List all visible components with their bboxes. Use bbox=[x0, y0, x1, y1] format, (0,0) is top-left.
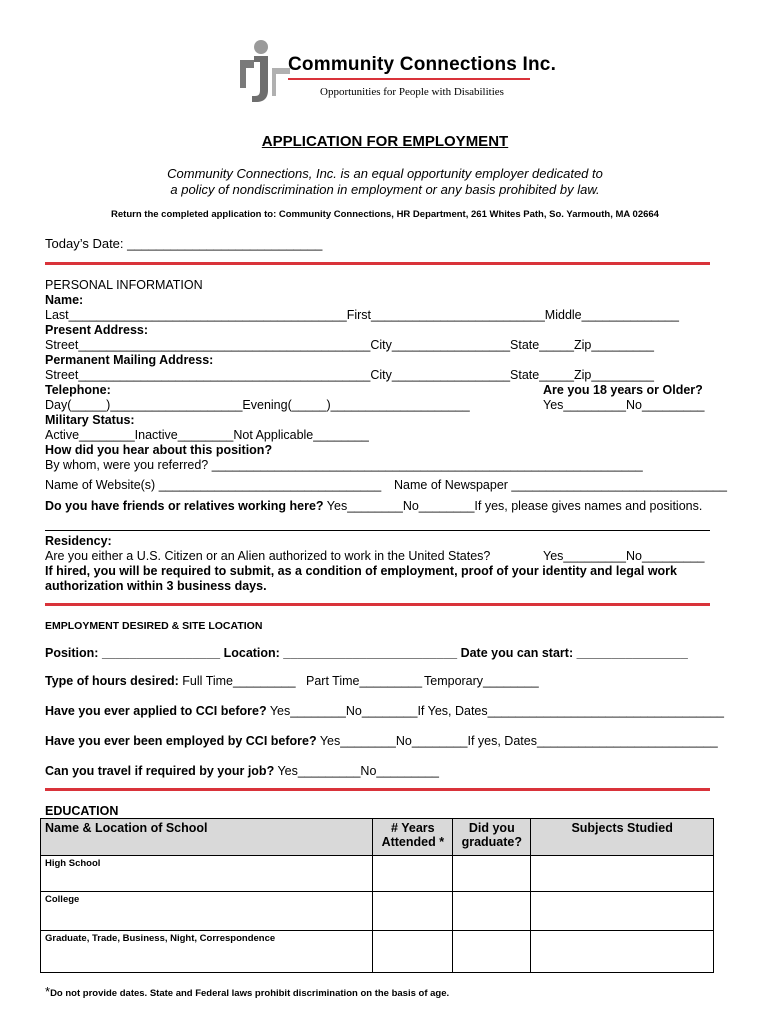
table-row bbox=[41, 892, 714, 931]
logo-divider bbox=[288, 78, 530, 80]
applied-row bbox=[45, 704, 724, 718]
col-graduate-line-2: graduate? bbox=[461, 835, 523, 849]
col-years-line-1: # Years bbox=[391, 821, 435, 835]
education-table bbox=[40, 818, 714, 973]
logo-mark-icon bbox=[232, 38, 292, 104]
telephone-label: Telephone: bbox=[45, 383, 111, 397]
col-subjects: Subjects Studied bbox=[531, 819, 714, 856]
hours-row bbox=[45, 674, 296, 688]
hours-full-time-field[interactable]: Full Time_________ bbox=[178, 674, 296, 688]
hours-label: Type of hours desired: bbox=[45, 674, 179, 688]
website-field[interactable]: Name of Website(s) ________________________________ bbox=[45, 478, 382, 492]
cell-years[interactable] bbox=[373, 856, 453, 892]
residency-note-2: authorization within 3 business days. bbox=[45, 579, 267, 593]
logo-title: Community Connections Inc. bbox=[288, 54, 557, 75]
age-question: Are you 18 years or Older? bbox=[543, 383, 703, 397]
cell-subjects[interactable] bbox=[531, 856, 714, 892]
section-divider bbox=[45, 788, 710, 791]
age-answer-field[interactable]: Yes_________No_________ bbox=[543, 398, 705, 412]
table-row bbox=[41, 856, 714, 892]
newspaper-field[interactable]: Name of Newspaper _______________________________ bbox=[394, 478, 727, 492]
residency-answer-field[interactable]: Yes_________No_________ bbox=[543, 549, 705, 563]
col-graduate bbox=[453, 819, 531, 856]
personal-heading: PERSONAL INFORMATION bbox=[45, 278, 203, 292]
col-years bbox=[373, 819, 453, 856]
residency-label: Residency: bbox=[45, 534, 112, 548]
table-row bbox=[41, 931, 714, 973]
mailing-address-label: Permanent Mailing Address: bbox=[45, 353, 214, 367]
education-header-row bbox=[41, 819, 714, 856]
friends-row bbox=[45, 499, 702, 513]
friends-names-line[interactable] bbox=[45, 530, 710, 531]
applied-question: Have you ever applied to CCI before? bbox=[45, 704, 267, 718]
friends-answer-field[interactable]: Yes________No________If yes, please gives names and positions. bbox=[323, 499, 703, 513]
travel-row bbox=[45, 764, 439, 778]
military-label: Military Status: bbox=[45, 413, 135, 427]
military-field[interactable]: Active________Inactive________Not Applicable________ bbox=[45, 428, 369, 442]
employed-question: Have you ever been employed by CCI before? bbox=[45, 734, 317, 748]
footnote-star: * bbox=[45, 984, 51, 999]
section-divider bbox=[45, 262, 710, 265]
employment-heading: EMPLOYMENT DESIRED & SITE LOCATION bbox=[45, 620, 263, 632]
travel-answer-field[interactable]: Yes_________No_________ bbox=[274, 764, 439, 778]
cell-subjects[interactable] bbox=[531, 931, 714, 973]
education-heading: EDUCATION bbox=[45, 804, 119, 818]
applied-answer-field[interactable]: Yes________No________If Yes, Dates__________________________________ bbox=[266, 704, 724, 718]
row-label-college[interactable]: College bbox=[41, 892, 373, 931]
cell-graduate[interactable] bbox=[453, 892, 531, 931]
hours-temporary-field[interactable]: Temporary________ bbox=[424, 674, 539, 688]
residency-note-1: If hired, you will be required to submit, as a condition of employment, proof of your identity and legal work bbox=[45, 564, 678, 578]
residency-question: Are you either a U.S. Citizen or an Alien authorized to work in the United States? bbox=[45, 549, 491, 563]
logo bbox=[232, 38, 557, 104]
present-address-label: Present Address: bbox=[45, 323, 149, 337]
cell-graduate[interactable] bbox=[453, 931, 531, 973]
friends-question: Do you have friends or relatives working here? bbox=[45, 499, 324, 513]
footnote-text: Do not provide dates. State and Federal laws prohibit discrimination on the basis of age. bbox=[50, 988, 450, 999]
cell-years[interactable] bbox=[373, 931, 453, 973]
telephone-field[interactable]: Day(_____)___________________Evening(_____)____________________ bbox=[45, 398, 470, 412]
return-instructions: Return the completed application to: Community Connections, HR Department, 261 Whites Path, So. Yarmouth, MA 02664 bbox=[111, 209, 659, 220]
logo-tagline: Opportunities for People with Disabilities bbox=[320, 86, 504, 98]
eeo-line-2: a policy of nondiscrimination in employment or any basis prohibited by law. bbox=[170, 182, 600, 197]
todays-date-field[interactable]: Today’s Date: ___________________________ bbox=[45, 236, 323, 251]
employed-answer-field[interactable]: Yes________No________If yes, Dates__________________________ bbox=[316, 734, 718, 748]
employed-row bbox=[45, 734, 718, 748]
row-label-graduate-trade[interactable]: Graduate, Trade, Business, Night, Correspondence bbox=[41, 931, 373, 973]
travel-question: Can you travel if required by your job? bbox=[45, 764, 275, 778]
mailing-address-field[interactable]: Street__________________________________________City_________________State_____Zip_________ bbox=[45, 368, 654, 382]
footnote bbox=[45, 984, 449, 999]
name-field[interactable]: Last________________________________________First_________________________Middle______________ bbox=[45, 308, 679, 322]
col-school: Name & Location of School bbox=[41, 819, 373, 856]
page-title: APPLICATION FOR EMPLOYMENT bbox=[261, 133, 509, 150]
section-divider bbox=[45, 603, 710, 606]
col-graduate-line-1: Did you bbox=[468, 821, 515, 835]
cell-subjects[interactable] bbox=[531, 892, 714, 931]
present-address-field[interactable]: Street__________________________________________City_________________State_____Zip_________ bbox=[45, 338, 654, 352]
name-label: Name: bbox=[45, 293, 84, 307]
cell-graduate[interactable] bbox=[453, 856, 531, 892]
hear-about-label: How did you hear about this position? bbox=[45, 443, 273, 457]
eeo-line-1: Community Connections, Inc. is an equal opportunity employer dedicated to bbox=[167, 166, 603, 181]
position-location-start-field[interactable]: Position: _________________ Location: _________________________ Date you can start: ________________ bbox=[45, 646, 688, 660]
hours-part-time-field[interactable]: Part Time_________ bbox=[306, 674, 423, 688]
col-years-line-2: Attended * bbox=[381, 835, 445, 849]
cell-years[interactable] bbox=[373, 892, 453, 931]
row-label-high-school[interactable]: High School bbox=[41, 856, 373, 892]
referred-field[interactable]: By whom, were you referred? ______________________________________________________________ bbox=[45, 458, 643, 472]
